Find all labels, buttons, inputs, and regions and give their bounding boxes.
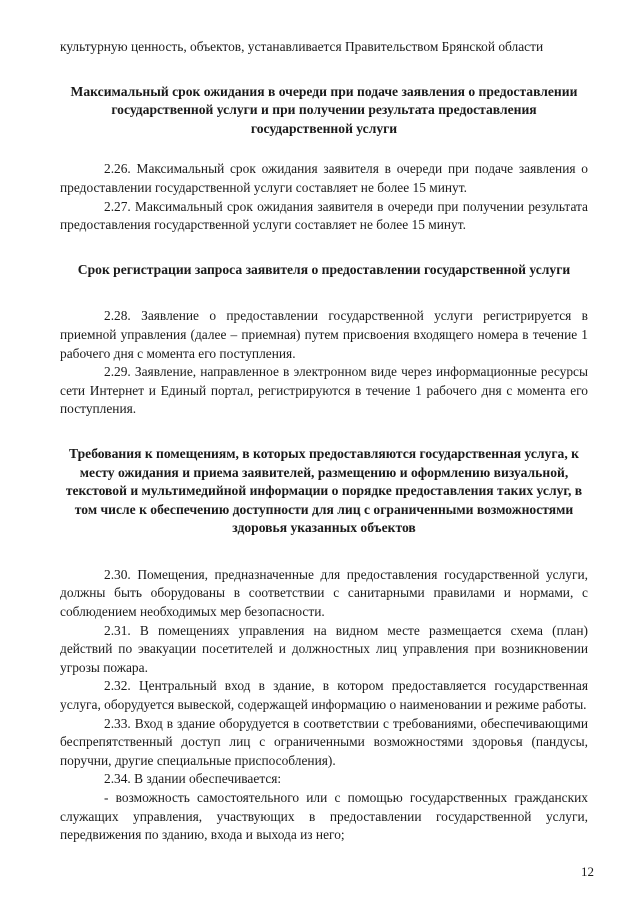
section-heading-registration: Срок регистрации запроса заявителя о предоставлении государственной услуги (77, 261, 571, 277)
paragraph-2-34-item: - возможность самостоятельного или с помощью государственных гражданских служащих управления, участвующих в предоставлении государственной услуги, передвижения по зданию, входа и выхода из него; (60, 790, 588, 843)
page-number: 12 (581, 864, 594, 879)
section-heading-wait-time: Максимальный срок ожидания в очереди при подаче заявления о предоставлении государственной услуги и при получении результата предоставления государственной услуги (70, 83, 578, 136)
paragraph-2-32: 2.32. Центральный вход в здание, в котором предоставляется государственная услуга, оборудуется вывеской, содержащей информацию о наименовании и режиме работы. (60, 678, 588, 713)
paragraph-2-26: 2.26. Максимальный срок ожидания заявителя в очереди при подаче заявления о предоставлении государственной услуги составляет не более 15 минут. (60, 161, 588, 195)
paragraph-2-27: 2.27. Максимальный срок ожидания заявителя в очереди при получении результата предоставления государственной услуги составляет не более 15 минут. (60, 198, 588, 233)
section-heading-premises: Требования к помещениям, в которых предоставляются государственная услуга, к месту ожидания и приема заявителей, размещению и оформлению визуальной, текстовой и мультимедийной информации о порядке предоставления таких услуг, в том числе к обеспечению доступности для лиц с ограниченными возможностями здоровья указанных объектов (65, 445, 583, 536)
paragraph-2-33: 2.33. Вход в здание оборудуется в соответствии с требованиями, обеспечивающими беспрепятственный доступ лиц с ограниченными возможностями здоровья (пандусы, поручни, другие специальные приспособления). (60, 715, 588, 768)
paragraph-2-28: 2.28. Заявление о предоставлении государственной услуги регистрируется в приемной управления (далее – приемная) путем присвоения входящего номера в течение 1 рабочего дня с момента его поступления. (60, 308, 588, 361)
paragraph-2-29: 2.29. Заявление, направленное в электронном виде через информационные ресурсы сети Интернет и Единый портал, регистрируются в течение 1 рабочего дня с момента его поступления. (60, 364, 588, 417)
intro-paragraph: культурную ценность, объектов, устанавливается Правительством Брянской области (60, 39, 544, 54)
paragraph-2-31: 2.31. В помещениях управления на видном месте размещается схема (план) действий по эвакуации посетителей и должностных лиц управления при возникновении угрозы пожара. (60, 622, 588, 675)
paragraph-2-30: 2.30. Помещения, предназначенные для предоставления государственной услуги, должны быть оборудованы в соответствии с санитарными правилами и нормами, с соблюдением необходимых мер безопасности. (60, 566, 588, 620)
paragraph-2-34: 2.34. В здании обеспечивается: (104, 771, 282, 787)
